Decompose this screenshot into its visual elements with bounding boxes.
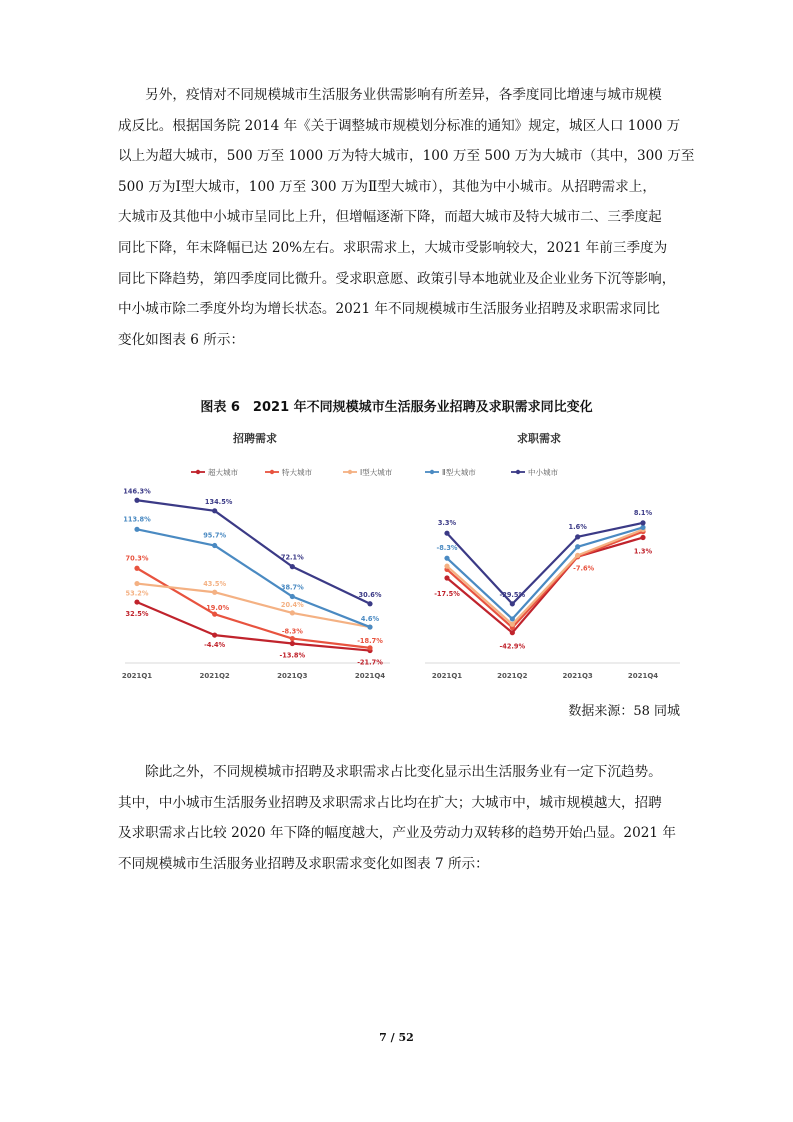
legend-item: [343, 467, 393, 477]
x-tick-label: 2021Q3: [562, 672, 593, 680]
paragraph-line: 除此之外，不同规模城市招聘及求职需求占比变化显示出生活服务业有一定下沉趋势。: [118, 764, 662, 780]
data-label: 3.3%: [437, 519, 457, 528]
data-label: 1.6%: [568, 522, 587, 531]
data-point: [290, 641, 295, 646]
figure-title: 图表 6 2021 年不同规模城市生活服务业招聘及求职需求同比变化: [200, 400, 593, 415]
data-point: [444, 531, 449, 536]
data-label: -17.5%: [434, 590, 460, 598]
data-label: -42.9%: [499, 642, 526, 651]
job-seeking-chart-svg: [425, 428, 685, 690]
data-point: [367, 601, 372, 606]
legend-item: [265, 467, 312, 477]
data-point: [640, 525, 645, 530]
data-point: [134, 527, 139, 532]
data-label: -4.4%: [204, 641, 226, 650]
data-source: 数据来源：58 同城: [568, 704, 680, 719]
data-point: [444, 556, 449, 561]
data-point: [510, 616, 515, 621]
data-label: 32.5%: [125, 610, 149, 619]
data-label: 8.1%: [633, 508, 653, 517]
legend-swatch-marker: [270, 470, 274, 474]
data-label: 113.8%: [123, 515, 151, 524]
paragraph-line: 同比下降，年末降幅已达 20%左右。求职需求上，大城市受影响较大，2021 年前三季度为: [118, 239, 668, 256]
data-point: [134, 581, 139, 586]
data-point: [510, 630, 515, 635]
data-point: [290, 564, 295, 569]
paragraph-line: 不同规模城市生活服务业招聘及求职需求变化如图表 7 所示：: [118, 855, 489, 872]
data-point: [290, 610, 295, 615]
data-label: 72.1%: [280, 553, 304, 562]
x-tick-label: 2021Q1: [121, 672, 153, 680]
data-point: [510, 601, 515, 606]
x-tick-label: 2021Q2: [199, 672, 230, 680]
job-seeking-demand-chart: [425, 428, 685, 690]
data-point: [134, 599, 139, 604]
data-label: 1.3%: [633, 547, 653, 556]
data-point: [367, 624, 372, 629]
legend-label: Ⅰ型大城市: [360, 468, 393, 477]
paragraph-line: 500 万为Ⅰ型大城市，100 万至 300 万为Ⅱ型大城市），其他为中小城市。从招聘需求上，: [118, 178, 656, 195]
paragraph-line: 以上为超大城市，500 万至 1000 万为特大城市，100 万至 500 万为大城市（其中，300 万至: [118, 148, 695, 165]
data-point: [212, 632, 217, 637]
data-label: -18.7%: [357, 636, 383, 645]
data-label: 70.3%: [125, 554, 149, 563]
data-label: -21.7%: [357, 658, 383, 667]
data-label: -7.6%: [573, 564, 595, 573]
data-point: [212, 543, 217, 548]
paragraph-line: 另外，疫情对不同规模城市生活服务业供需影响有所差异，各季度同比增速与城市规模: [118, 87, 662, 103]
paragraph-1: [118, 80, 695, 355]
paragraph-line: 同比下降趋势，第四季度同比微升。受求职意愿、政策引导本地就业及企业业务下沉等影响，: [118, 270, 676, 287]
data-point: [640, 520, 645, 525]
data-label: 30.6%: [358, 590, 382, 599]
chart-title: 招聘需求: [233, 432, 277, 445]
x-tick-label: 2021Q4: [354, 672, 386, 680]
chart-title: 求职需求: [517, 432, 561, 445]
data-point: [134, 566, 139, 571]
paragraph-line: 变化如图表 6 所示：: [118, 331, 245, 348]
x-tick-label: 2021Q3: [277, 672, 308, 680]
legend-item: [191, 467, 238, 477]
paragraph-line: 成反比。根据国务院 2014 年《关于调整城市规模划分标准的通知》规定，城区人口 1000 万: [118, 117, 681, 134]
data-point: [640, 535, 645, 540]
legend-swatch-marker: [196, 470, 200, 474]
page-number: 7 / 52: [379, 1031, 414, 1044]
x-tick-label: 2021Q1: [431, 672, 463, 680]
data-label: 95.7%: [203, 531, 227, 540]
x-tick-label: 2021Q4: [627, 672, 659, 680]
data-label: -8.3%: [281, 627, 303, 636]
paragraph-line: 大城市及其他中小城市呈同比上升，但增幅逐渐下降，而超大城市及特大城市二、三季度起: [118, 209, 662, 226]
data-point: [134, 498, 139, 503]
data-label: 19.0%: [206, 604, 230, 613]
series-line: [137, 568, 370, 648]
legend-label: 中小城市: [528, 468, 558, 477]
data-point: [367, 645, 372, 650]
data-point: [444, 575, 449, 580]
legend-label: 特大城市: [282, 468, 312, 477]
paragraph-2: [118, 757, 680, 879]
data-label: 20.4%: [280, 600, 304, 609]
data-point: [212, 612, 217, 617]
paragraph-line: 中小城市除二季度外均为增长状态。2021 年不同规模城市生活服务业招聘及求职需求同比: [118, 301, 660, 318]
data-point: [510, 622, 515, 627]
data-label: 4.6%: [360, 615, 380, 624]
data-point: [212, 590, 217, 595]
data-label: -8.3%: [436, 544, 458, 553]
legend-label: 超大城市: [208, 468, 238, 477]
data-point: [290, 594, 295, 599]
data-label: -29.5%: [499, 590, 526, 599]
data-point: [575, 544, 580, 549]
data-point: [575, 553, 580, 558]
data-label: 43.5%: [203, 580, 227, 589]
data-point: [212, 508, 217, 513]
legend-label: Ⅱ型大城市: [442, 468, 476, 477]
data-label: -13.8%: [279, 651, 306, 660]
data-label: 134.5%: [204, 497, 233, 506]
legend-swatch-marker: [348, 470, 352, 474]
paragraph-line: 其中，中小城市生活服务业招聘及求职需求占比均在扩大；大城市中，城市规模越大，招聘: [118, 794, 662, 811]
data-label: 38.7%: [280, 583, 304, 592]
data-label: 146.3%: [123, 487, 151, 496]
x-tick-label: 2021Q2: [497, 672, 528, 680]
paragraph-line: 及求职需求占比较 2020 年下降的幅度越大，产业及劳动力双转移的趋势开始凸显。2021 年: [118, 825, 676, 842]
data-point: [290, 636, 295, 641]
data-label: 53.2%: [125, 589, 149, 598]
data-point: [575, 534, 580, 539]
series-line: [137, 529, 370, 627]
data-point: [444, 564, 449, 569]
